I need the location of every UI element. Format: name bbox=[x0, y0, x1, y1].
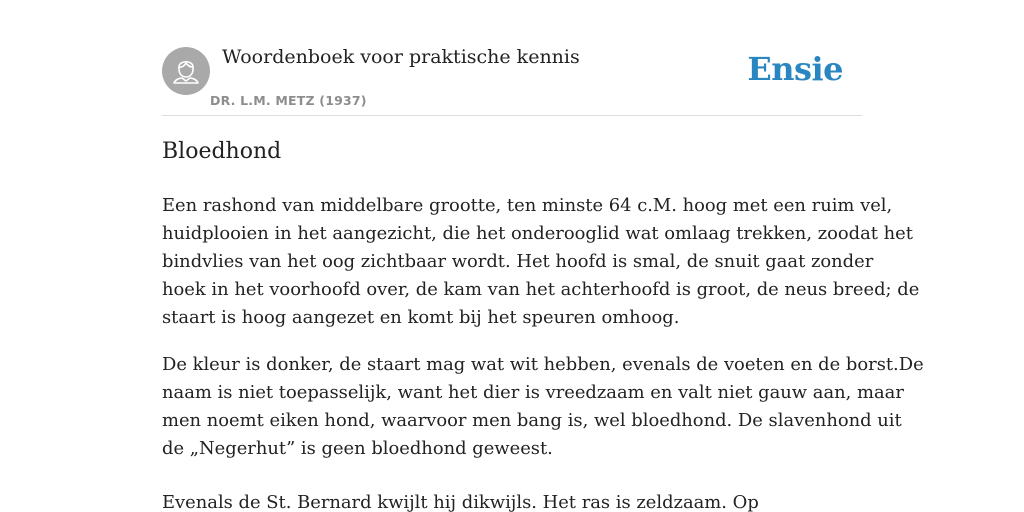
paragraph-line: men noemt eiken hond, waarvoor men bang is, wel bloedhond. De slavenhond uit bbox=[162, 410, 902, 431]
book-title[interactable]: Woordenboek voor praktische kennis bbox=[222, 46, 580, 68]
paragraph-line: Een rashond van middelbare grootte, ten minste 64 c.M. hoog met een ruim vel, bbox=[162, 195, 893, 216]
user-icon[interactable] bbox=[162, 47, 210, 95]
ensie-logo[interactable]: Ensie bbox=[747, 50, 843, 88]
entry-paragraph bbox=[162, 351, 924, 463]
paragraph-line: hoek in het voorhoofd over, de kam van het achterhoofd is groot, de neus breed; de bbox=[162, 279, 920, 300]
paragraph-line: naam is niet toepasselijk, want het dier is vreedzaam en valt niet gauw aan, maar bbox=[162, 382, 904, 403]
dictionary-header bbox=[162, 40, 862, 116]
entry-title: Bloedhond bbox=[162, 139, 282, 164]
entry-paragraph bbox=[162, 192, 920, 332]
paragraph-line: De kleur is donker, de staart mag wat wit hebben, evenals de voeten en de borst.De bbox=[162, 354, 924, 375]
paragraph-line: staart is hoog aangezet en komt bij het speuren omhoog. bbox=[162, 307, 680, 328]
paragraph-line: Evenals de St. Bernard kwijlt hij dikwijls. Het ras is zeldzaam. Op bbox=[162, 492, 759, 512]
entry-paragraph bbox=[162, 489, 882, 512]
author-label: DR. L.M. METZ (1937) bbox=[210, 93, 367, 108]
paragraph-line: bindvlies van het oog zichtbaar wordt. Het hoofd is smal, de snuit gaat zonder bbox=[162, 251, 874, 272]
paragraph-line: huidplooien in het aangezicht, die het onderooglid wat omlaag trekken, zoodat het bbox=[162, 223, 913, 244]
paragraph-line: de „Negerhut” is geen bloedhond geweest. bbox=[162, 438, 553, 459]
